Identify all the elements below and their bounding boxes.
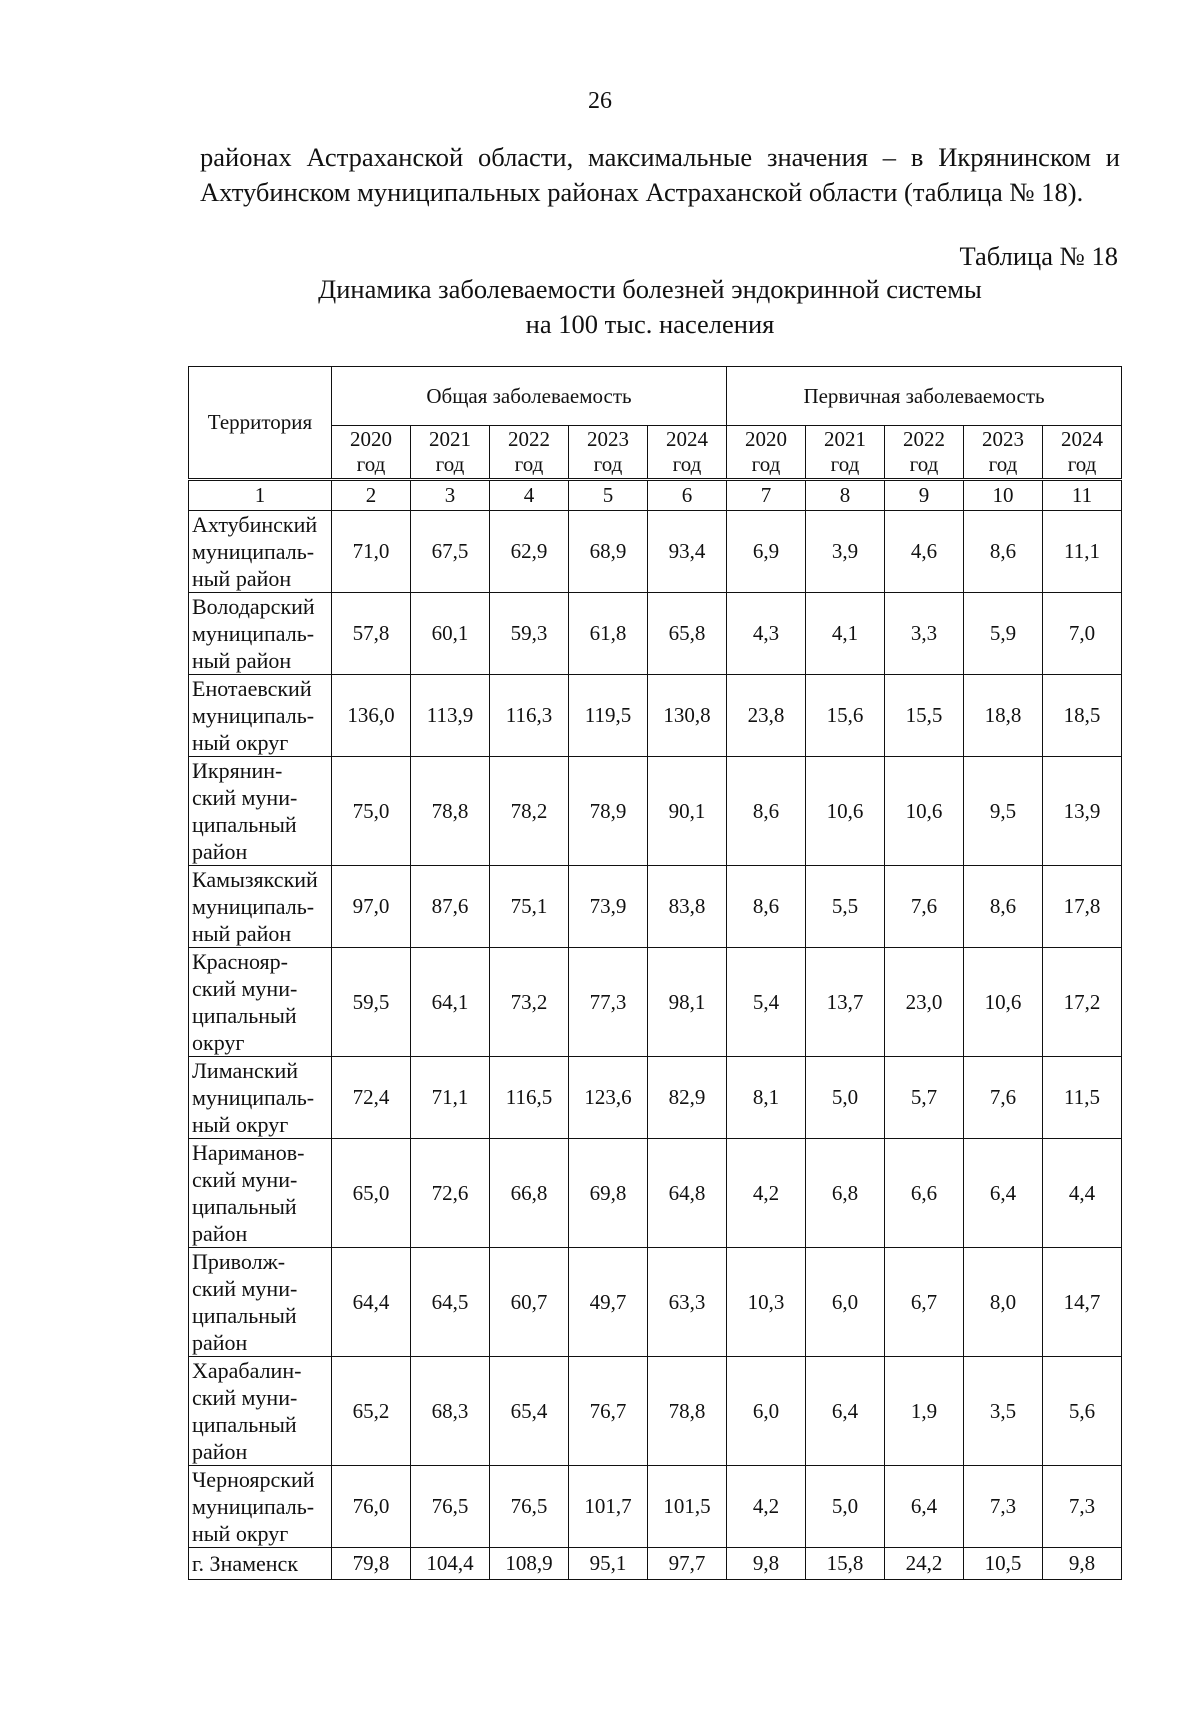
primary-morbidity-value: 1,9	[885, 1357, 964, 1466]
primary-morbidity-value: 9,8	[727, 1548, 806, 1580]
territory-name-line: Камызякский	[192, 867, 318, 892]
general-morbidity-value: 98,1	[648, 948, 727, 1057]
territory-name-line: ный район	[192, 566, 292, 591]
primary-morbidity-value: 5,6	[1043, 1357, 1122, 1466]
primary-morbidity-value: 5,0	[806, 1466, 885, 1548]
general-morbidity-value: 97,7	[648, 1548, 727, 1580]
territory-name-line: муниципаль-	[192, 1494, 315, 1519]
column-number-cell: 2	[332, 480, 411, 511]
territory-name-line: ный район	[192, 921, 292, 946]
column-number-cell: 5	[569, 480, 648, 511]
territory-name-line: ский муни-	[192, 1167, 298, 1192]
general-morbidity-value: 68,3	[411, 1357, 490, 1466]
general-morbidity-value: 66,8	[490, 1139, 569, 1248]
primary-morbidity-value: 18,5	[1043, 675, 1122, 757]
caption-line-1: Динамика заболеваемости болезней эндокринной системы	[318, 274, 982, 304]
general-morbidity-value: 65,2	[332, 1357, 411, 1466]
general-morbidity-value: 65,4	[490, 1357, 569, 1466]
general-morbidity-value: 83,8	[648, 866, 727, 948]
territory-name-line: муниципаль-	[192, 539, 315, 564]
territory-cell	[189, 1248, 332, 1357]
year-value: 2022	[508, 427, 550, 451]
year-unit: год	[514, 452, 544, 476]
primary-morbidity-value: 10,6	[964, 948, 1043, 1057]
primary-morbidity-value: 7,0	[1043, 593, 1122, 675]
primary-morbidity-value: 6,9	[727, 511, 806, 593]
general-morbidity-value: 78,8	[411, 757, 490, 866]
column-number-cell: 7	[727, 480, 806, 511]
territory-name-line: муниципаль-	[192, 1085, 315, 1110]
general-morbidity-value: 73,9	[569, 866, 648, 948]
year-header-cell	[569, 426, 648, 480]
general-morbidity-value: 116,3	[490, 675, 569, 757]
primary-morbidity-value: 5,4	[727, 948, 806, 1057]
general-morbidity-value: 59,3	[490, 593, 569, 675]
primary-morbidity-value: 8,6	[964, 866, 1043, 948]
general-morbidity-value: 76,0	[332, 1466, 411, 1548]
year-value: 2022	[903, 427, 945, 451]
primary-morbidity-value: 13,9	[1043, 757, 1122, 866]
column-number-cell: 8	[806, 480, 885, 511]
year-unit: год	[435, 452, 465, 476]
year-value: 2024	[666, 427, 708, 451]
column-number-cell: 6	[648, 480, 727, 511]
primary-morbidity-value: 8,6	[964, 511, 1043, 593]
primary-morbidity-value: 6,0	[806, 1248, 885, 1357]
territory-name-line: ный округ	[192, 1112, 289, 1137]
territory-name-line: Приволж-	[192, 1249, 286, 1274]
primary-morbidity-value: 5,9	[964, 593, 1043, 675]
column-number-row	[189, 480, 1122, 511]
primary-morbidity-value: 10,3	[727, 1248, 806, 1357]
table-row	[189, 757, 1122, 866]
territory-name-line: Нариманов-	[192, 1140, 305, 1165]
general-morbidity-value: 60,1	[411, 593, 490, 675]
column-number-cell: 9	[885, 480, 964, 511]
table-row	[189, 675, 1122, 757]
territory-cell	[189, 593, 332, 675]
territory-name-line: ный округ	[192, 1521, 289, 1546]
year-unit: год	[830, 452, 860, 476]
table-header	[189, 367, 1122, 480]
general-morbidity-value: 64,5	[411, 1248, 490, 1357]
general-morbidity-value: 119,5	[569, 675, 648, 757]
year-value: 2021	[824, 427, 866, 451]
primary-morbidity-value: 15,5	[885, 675, 964, 757]
primary-morbidity-value: 10,5	[964, 1548, 1043, 1580]
territory-name-line: Володарский	[192, 594, 315, 619]
table-row	[189, 1057, 1122, 1139]
territory-cell	[189, 1548, 332, 1580]
table-label: Таблица № 18	[959, 241, 1118, 271]
territory-name-line: муниципаль-	[192, 621, 315, 646]
general-morbidity-value: 57,8	[332, 593, 411, 675]
primary-morbidity-value: 4,4	[1043, 1139, 1122, 1248]
general-morbidity-header: Общая заболеваемость	[332, 367, 727, 426]
general-morbidity-value: 71,1	[411, 1057, 490, 1139]
primary-morbidity-value: 23,8	[727, 675, 806, 757]
general-morbidity-value: 65,8	[648, 593, 727, 675]
primary-morbidity-value: 5,0	[806, 1057, 885, 1139]
year-unit: год	[988, 452, 1018, 476]
general-morbidity-value: 73,2	[490, 948, 569, 1057]
general-morbidity-value: 123,6	[569, 1057, 648, 1139]
table-row	[189, 948, 1122, 1057]
territory-cell	[189, 1057, 332, 1139]
general-morbidity-value: 77,3	[569, 948, 648, 1057]
morbidity-table	[188, 366, 1122, 1580]
primary-morbidity-value: 11,1	[1043, 511, 1122, 593]
general-morbidity-value: 64,1	[411, 948, 490, 1057]
territory-name-line: ский муни-	[192, 785, 298, 810]
territory-name-line: район	[192, 1221, 248, 1246]
general-morbidity-value: 69,8	[569, 1139, 648, 1248]
general-morbidity-value: 67,5	[411, 511, 490, 593]
territory-name-line: ный округ	[192, 730, 289, 755]
year-unit: год	[909, 452, 939, 476]
primary-morbidity-value: 6,4	[885, 1466, 964, 1548]
year-unit: год	[593, 452, 623, 476]
territory-name-line: г. Знаменск	[192, 1551, 299, 1576]
territory-cell	[189, 948, 332, 1057]
primary-morbidity-value: 7,3	[964, 1466, 1043, 1548]
year-header-cell	[411, 426, 490, 480]
year-header-cell	[1043, 426, 1122, 480]
primary-morbidity-value: 7,6	[885, 866, 964, 948]
year-unit: год	[1067, 452, 1097, 476]
primary-morbidity-value: 6,8	[806, 1139, 885, 1248]
general-morbidity-value: 76,5	[411, 1466, 490, 1548]
primary-morbidity-value: 13,7	[806, 948, 885, 1057]
territory-cell	[189, 866, 332, 948]
primary-morbidity-value: 3,9	[806, 511, 885, 593]
territory-name-line: ский муни-	[192, 1276, 298, 1301]
territory-name-line: ский муни-	[192, 1385, 298, 1410]
year-header-cell	[490, 426, 569, 480]
territory-name-line: ципальный	[192, 812, 297, 837]
primary-morbidity-value: 3,3	[885, 593, 964, 675]
year-value: 2020	[745, 427, 787, 451]
table-row	[189, 1548, 1122, 1580]
territory-name-line: Икрянин-	[192, 758, 283, 783]
primary-morbidity-value: 18,8	[964, 675, 1043, 757]
caption-line-2: на 100 тыс. населения	[525, 309, 775, 339]
table-row	[189, 593, 1122, 675]
territory-name-line: ципальный	[192, 1194, 297, 1219]
table-row	[189, 1248, 1122, 1357]
year-value: 2024	[1061, 427, 1104, 451]
territory-cell	[189, 511, 332, 593]
primary-morbidity-value: 6,4	[806, 1357, 885, 1466]
column-number-cell: 10	[964, 480, 1043, 511]
table-row	[189, 1357, 1122, 1466]
territory-name-line: Харабалин-	[192, 1358, 302, 1383]
table-row	[189, 866, 1122, 948]
primary-morbidity-value: 6,7	[885, 1248, 964, 1357]
primary-morbidity-value: 10,6	[806, 757, 885, 866]
general-morbidity-value: 64,4	[332, 1248, 411, 1357]
territory-name-line: округ	[192, 1030, 245, 1055]
primary-morbidity-value: 24,2	[885, 1548, 964, 1580]
general-morbidity-value: 104,4	[411, 1548, 490, 1580]
general-morbidity-value: 76,5	[490, 1466, 569, 1548]
territory-name-line: Краснояр-	[192, 949, 289, 974]
general-morbidity-value: 95,1	[569, 1548, 648, 1580]
general-morbidity-value: 61,8	[569, 593, 648, 675]
table-row	[189, 1466, 1122, 1548]
column-number-cell: 1	[189, 480, 332, 511]
primary-morbidity-value: 6,4	[964, 1139, 1043, 1248]
general-morbidity-value: 87,6	[411, 866, 490, 948]
general-morbidity-value: 82,9	[648, 1057, 727, 1139]
year-unit: год	[356, 452, 386, 476]
general-morbidity-value: 113,9	[411, 675, 490, 757]
primary-morbidity-value: 5,7	[885, 1057, 964, 1139]
year-header-cell	[885, 426, 964, 480]
primary-morbidity-value: 10,6	[885, 757, 964, 866]
column-number-cell: 3	[411, 480, 490, 511]
territory-name-line: Ахтубинский	[192, 512, 318, 537]
primary-morbidity-value: 17,2	[1043, 948, 1122, 1057]
primary-morbidity-value: 8,1	[727, 1057, 806, 1139]
general-morbidity-value: 75,1	[490, 866, 569, 948]
general-morbidity-value: 64,8	[648, 1139, 727, 1248]
year-value: 2023	[587, 427, 629, 451]
page-number: 26	[588, 88, 612, 114]
general-morbidity-value: 101,7	[569, 1466, 648, 1548]
general-morbidity-value: 78,2	[490, 757, 569, 866]
territory-name-line: ский муни-	[192, 976, 298, 1001]
primary-morbidity-value: 8,0	[964, 1248, 1043, 1357]
territory-cell	[189, 757, 332, 866]
year-value: 2020	[350, 427, 392, 451]
territory-name-line: муниципаль-	[192, 703, 315, 728]
general-morbidity-value: 65,0	[332, 1139, 411, 1248]
general-morbidity-value: 72,6	[411, 1139, 490, 1248]
territory-name-line: Лиманский	[192, 1058, 299, 1083]
table-row	[189, 1139, 1122, 1248]
year-header-cell	[648, 426, 727, 480]
general-morbidity-value: 136,0	[332, 675, 411, 757]
territory-name-line: район	[192, 1330, 248, 1355]
primary-morbidity-value: 4,3	[727, 593, 806, 675]
general-morbidity-value: 72,4	[332, 1057, 411, 1139]
general-morbidity-value: 60,7	[490, 1248, 569, 1357]
general-morbidity-value: 116,5	[490, 1057, 569, 1139]
general-morbidity-value: 101,5	[648, 1466, 727, 1548]
territory-name-line: район	[192, 839, 248, 864]
general-morbidity-value: 63,3	[648, 1248, 727, 1357]
year-header-cell	[964, 426, 1043, 480]
general-morbidity-value: 71,0	[332, 511, 411, 593]
primary-morbidity-value: 8,6	[727, 866, 806, 948]
general-morbidity-value: 79,8	[332, 1548, 411, 1580]
year-header-cell	[332, 426, 411, 480]
territory-name-line: муниципаль-	[192, 894, 315, 919]
general-morbidity-value: 78,8	[648, 1357, 727, 1466]
territory-cell	[189, 675, 332, 757]
territory-name-line: Черноярский	[192, 1467, 315, 1492]
primary-morbidity-header: Первичная заболеваемость	[727, 367, 1122, 426]
primary-morbidity-value: 11,5	[1043, 1057, 1122, 1139]
intro-paragraph: районах Астраханской области, максимальные значения – в Икрянинском и Ахтубинском муниципальных районах Астраханской области (таблица № 18).	[200, 142, 1120, 207]
general-morbidity-value: 93,4	[648, 511, 727, 593]
primary-morbidity-value: 15,8	[806, 1548, 885, 1580]
territory-cell	[189, 1357, 332, 1466]
primary-morbidity-value: 8,6	[727, 757, 806, 866]
primary-morbidity-value: 3,5	[964, 1357, 1043, 1466]
primary-morbidity-value: 6,0	[727, 1357, 806, 1466]
year-header-cell	[727, 426, 806, 480]
general-morbidity-value: 97,0	[332, 866, 411, 948]
year-value: 2023	[982, 427, 1024, 451]
primary-morbidity-value: 4,2	[727, 1139, 806, 1248]
primary-morbidity-value: 9,8	[1043, 1548, 1122, 1580]
year-header-cell	[806, 426, 885, 480]
territory-name-line: ципальный	[192, 1303, 297, 1328]
header-row-groups	[189, 367, 1122, 426]
column-number-cell: 11	[1043, 480, 1122, 511]
primary-morbidity-value: 6,6	[885, 1139, 964, 1248]
primary-morbidity-value: 23,0	[885, 948, 964, 1057]
primary-morbidity-value: 4,6	[885, 511, 964, 593]
general-morbidity-value: 78,9	[569, 757, 648, 866]
table-row	[189, 511, 1122, 593]
territory-cell	[189, 1139, 332, 1248]
table-body	[189, 480, 1122, 1580]
primary-morbidity-value: 7,3	[1043, 1466, 1122, 1548]
primary-morbidity-value: 15,6	[806, 675, 885, 757]
general-morbidity-value: 130,8	[648, 675, 727, 757]
general-morbidity-value: 62,9	[490, 511, 569, 593]
territory-name-line: ципальный	[192, 1412, 297, 1437]
territory-name-line: Енотаевский	[192, 676, 312, 701]
primary-morbidity-value: 7,6	[964, 1057, 1043, 1139]
column-number-cell: 4	[490, 480, 569, 511]
primary-morbidity-value: 14,7	[1043, 1248, 1122, 1357]
territory-cell	[189, 1466, 332, 1548]
year-unit: год	[751, 452, 781, 476]
territory-header: Территория	[189, 367, 332, 480]
general-morbidity-value: 76,7	[569, 1357, 648, 1466]
primary-morbidity-value: 4,1	[806, 593, 885, 675]
general-morbidity-value: 90,1	[648, 757, 727, 866]
primary-morbidity-value: 4,2	[727, 1466, 806, 1548]
general-morbidity-value: 68,9	[569, 511, 648, 593]
territory-name-line: ный район	[192, 648, 292, 673]
primary-morbidity-value: 5,5	[806, 866, 885, 948]
primary-morbidity-value: 17,8	[1043, 866, 1122, 948]
general-morbidity-value: 108,9	[490, 1548, 569, 1580]
primary-morbidity-value: 9,5	[964, 757, 1043, 866]
territory-name-line: ципальный	[192, 1003, 297, 1028]
year-value: 2021	[429, 427, 471, 451]
territory-name-line: район	[192, 1439, 248, 1464]
general-morbidity-value: 59,5	[332, 948, 411, 1057]
table-caption	[300, 272, 1000, 342]
general-morbidity-value: 49,7	[569, 1248, 648, 1357]
year-unit: год	[672, 452, 702, 476]
general-morbidity-value: 75,0	[332, 757, 411, 866]
